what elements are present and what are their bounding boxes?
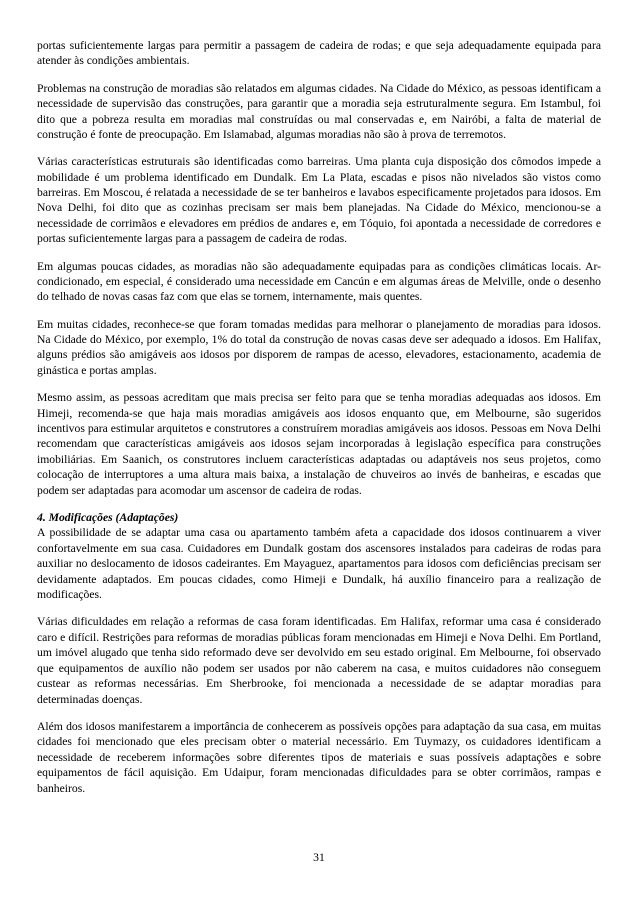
paragraph: portas suficientemente largas para permitir a passagem de cadeira de rodas; e que seja adequadamente equipada para atender às condições ambientais. [37,39,601,68]
paragraph: Em algumas poucas cidades, as moradias não são adequadamente equipadas para as condições climáticas locais. Ar-condicionado, em especial, é considerado uma necessidade em Cancún e em algumas áreas de Melville, onde o desenho do telhado de novas casas faz com que elas se tornem, internamente, mais quentes. [37,259,601,304]
paragraph: Em muitas cidades, reconhece-se que foram tomadas medidas para melhorar o planejamento de moradias para idosos. Na Cidade do México, por exemplo, 1% do total da construção de novas casas deve ser adequado a idosos. Em Halifax, alguns prédios são amigáveis aos idosos por disporem de rampas de acesso, elevadores, estacionamento, academia de ginástica e portas amplas. [37,317,601,377]
paragraph: A possibilidade de se adaptar uma casa ou apartamento também afeta a capacidade dos idosos continuarem a viver confortavelmente em sua casa. Cuidadores em Dundalk gostam dos ascensores instalados para cadeiras de rodas para auxiliar no deslocamento de idosos cadeirantes. Em Mayaguez, apartamentos para idosos com deficiências precisam ser devidamente adaptados. Em poucas cidades, como Himeji e Dundalk, há auxílio financeiro para a realização de modificações. [37,526,601,602]
paragraph: Problemas na construção de moradias são relatados em algumas cidades. Na Cidade do México, as pessoas identificam a necessidade de supervisão das construções, para garantir que a moradia seja estruturalmente segura. Em Istambul, foi dito que a pobreza resulta em moradias mal construídas ou mal conservadas e, em Nairóbi, a falta de material de construção é fonte de preocupação. Em Islamabad, algumas moradias não são à prova de terremotos. [37,81,601,141]
paragraph: Além dos idosos manifestarem a importância de conhecerem as possíveis opções para adaptação da sua casa, em muitas cidades foi mencionado que eles precisam obter o material necessário. Em Tuymazy, os cuidadores identificam a necessidade de receberem informações sobre diferentes tipos de materiais e suas possíveis adaptações e sobre equipamentos de fácil aquisição. Em Udaipur, foram mencionadas dificuldades para se obter corrimãos, rampas e banheiros. [37,719,601,795]
document-page [37,38,601,808]
paragraph: Várias dificuldades em relação a reformas de casa foram identificadas. Em Halifax, reformar uma casa é considerado caro e difícil. Restrições para reformas de moradias públicas foram mencionadas em Himeji e Nova Delhi. Em Portland, um imóvel alugado que tenha sido reformado deve ser devolvido em seu estado original. Em Melbourne, foi observado que equipamentos de auxílio não podem ser usados por não caberem na casa, e muitos cuidadores não conseguem custear as reformas necessárias. Em Sherbrooke, foi mencionada a necessidade de se adaptar moradias para determinadas doenças. [37,615,601,706]
page-number: 31 [313,851,325,864]
paragraph: Várias características estruturais são identificadas como barreiras. Uma planta cuja disposição dos cômodos impede a mobilidade é um problema identificado em Dundalk. Em La Plata, escadas e pisos não nivelados são vistos como barreiras. Em Moscou, é relatada a necessidade de se ter banheiros e lavabos especificamente projetados para idosos. Em Nova Delhi, foi dito que as cozinhas precisam ser mais bem planejadas. Na Cidade do México, mencionou-se a necessidade de corrimãos e elevadores em prédios de andares e, em Tóquio, foi apontada a necessidade de corredores e portas suficientemente largas para a passagem de cadeira de rodas. [37,155,601,246]
section-heading: 4. Modificações (Adaptações) [37,510,179,524]
paragraph: Mesmo assim, as pessoas acreditam que mais precisa ser feito para que se tenha moradias adequadas aos idosos. Em Himeji, recomenda-se que haja mais moradias amigáveis aos idosos enquanto que, em Melbourne, são sugeridos incentivos para estimular arquitetos e construtores a construírem moradias amigáveis aos idosos. Pessoas em Nova Delhi recomendam que características amigáveis aos idosos sejam incorporadas à legislação específica para construções imobiliárias. Em Saanich, os construtores incluem características adaptadas ou adaptáveis nos seus projetos, como colocação de interruptores a uma altura mais baixa, a instalação de chuveiros ao invés de banheiras, e escadas que podem ser adaptadas para acomodar um ascensor de cadeira de rodas. [37,391,601,497]
